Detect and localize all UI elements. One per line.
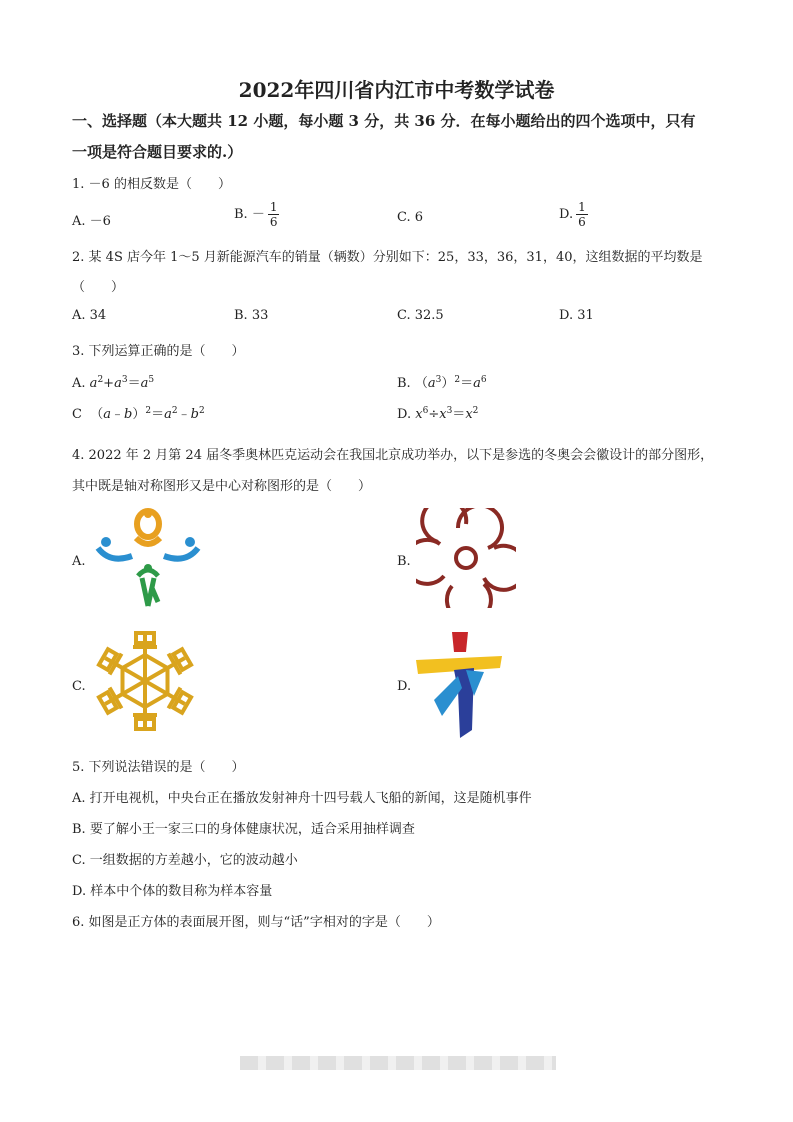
question-3-option-c: C $(a﹣b)^2=a^2﹣b^2$	[72, 406, 205, 422]
fraction-denominator: 6	[269, 215, 278, 229]
fraction-denominator: 6	[578, 215, 586, 229]
section-heading-line2: 一项是符合题目要求的.）	[72, 143, 243, 161]
question-4-stem-line1: 4. 2022 年 2 月第 24 届冬季奥林匹克运动会在我国北京成功举办，以下是参选的冬奥会会徽设计的部分图形，	[72, 448, 714, 463]
emblem-c-figure	[92, 628, 198, 734]
question-3-option-a: A. $a^2+a^3=a^5$	[72, 375, 155, 391]
option-d-prefix: D.	[559, 207, 574, 222]
question-1-option-c: C. 6	[397, 210, 424, 225]
question-5-option-d: D. 样本中个体的数目称为样本容量	[72, 884, 273, 899]
emblem-d-figure	[414, 630, 506, 740]
question-1-stem: 1. －6 的相反数是（ ）	[72, 177, 231, 192]
question-2-option-a: A. 34	[72, 308, 107, 323]
option-label: C	[72, 407, 82, 422]
question-5-option-b: B. 要了解小王一家三口的身体健康状况，适合采用抽样调查	[72, 822, 415, 837]
question-5-option-c: C. 一组数据的方差越小，它的波动越小	[72, 853, 298, 868]
option-label: A.	[72, 376, 86, 391]
question-2-option-b: B. 33	[234, 308, 269, 323]
option-label: B.	[397, 376, 411, 391]
question-5-option-a: A. 打开电视机，中央台正在播放发射神舟十四号载人飞船的新闻，这是随机事件	[72, 791, 532, 806]
page-title: 2022年四川省内江市中考数学试卷	[238, 78, 555, 102]
question-4-option-d-label: D.	[397, 679, 412, 694]
option-b-prefix: B. －	[234, 207, 265, 222]
question-4-stem-line2: 其中既是轴对称图形又是中心对称图形的是（ ）	[72, 479, 372, 494]
question-4-option-c-label: C.	[72, 679, 86, 694]
question-1-option-b	[234, 200, 279, 229]
emblem-a-figure	[92, 506, 204, 612]
question-2-stem-line2: （ ）	[72, 280, 125, 295]
question-5-stem: 5. 下列说法错误的是（ ）	[72, 760, 245, 775]
question-2-stem-line1: 2. 某 4S 店今年 1～5 月新能源汽车的销量（辆数）分别如下：25，33，36，31，40，这组数据的平均数是	[72, 250, 703, 265]
fraction	[576, 200, 588, 229]
fraction-numerator: 1	[578, 200, 586, 214]
question-2-option-d: D. 31	[559, 308, 594, 323]
fraction	[268, 200, 280, 229]
question-6-stem: 6. 如图是正方体的表面展开图，则与“话”字相对的字是（ ）	[72, 915, 440, 930]
option-label: D.	[397, 407, 412, 422]
section-heading-line1: 一、选择题（本大题共 12 小题，每小题 3 分，共 36 分．在每小题给出的四个选项中，只有	[72, 112, 696, 130]
question-1-option-d	[559, 200, 588, 229]
question-4-option-b-label: B.	[397, 554, 411, 569]
blurred-footer-watermark	[240, 1056, 556, 1070]
fraction-numerator: 1	[269, 200, 278, 214]
question-2-option-c: C. 32.5	[397, 308, 444, 323]
question-3-option-d: D. $x^6\div x^3=x^2$	[397, 406, 479, 422]
question-3-stem: 3. 下列运算正确的是（ ）	[72, 344, 245, 359]
emblem-b-figure	[416, 508, 516, 608]
question-3-option-b: B. $(a^3)^2=a^6$	[397, 375, 487, 391]
question-1-option-a: A. －6	[72, 214, 111, 229]
question-4-option-a-label: A.	[72, 554, 86, 569]
